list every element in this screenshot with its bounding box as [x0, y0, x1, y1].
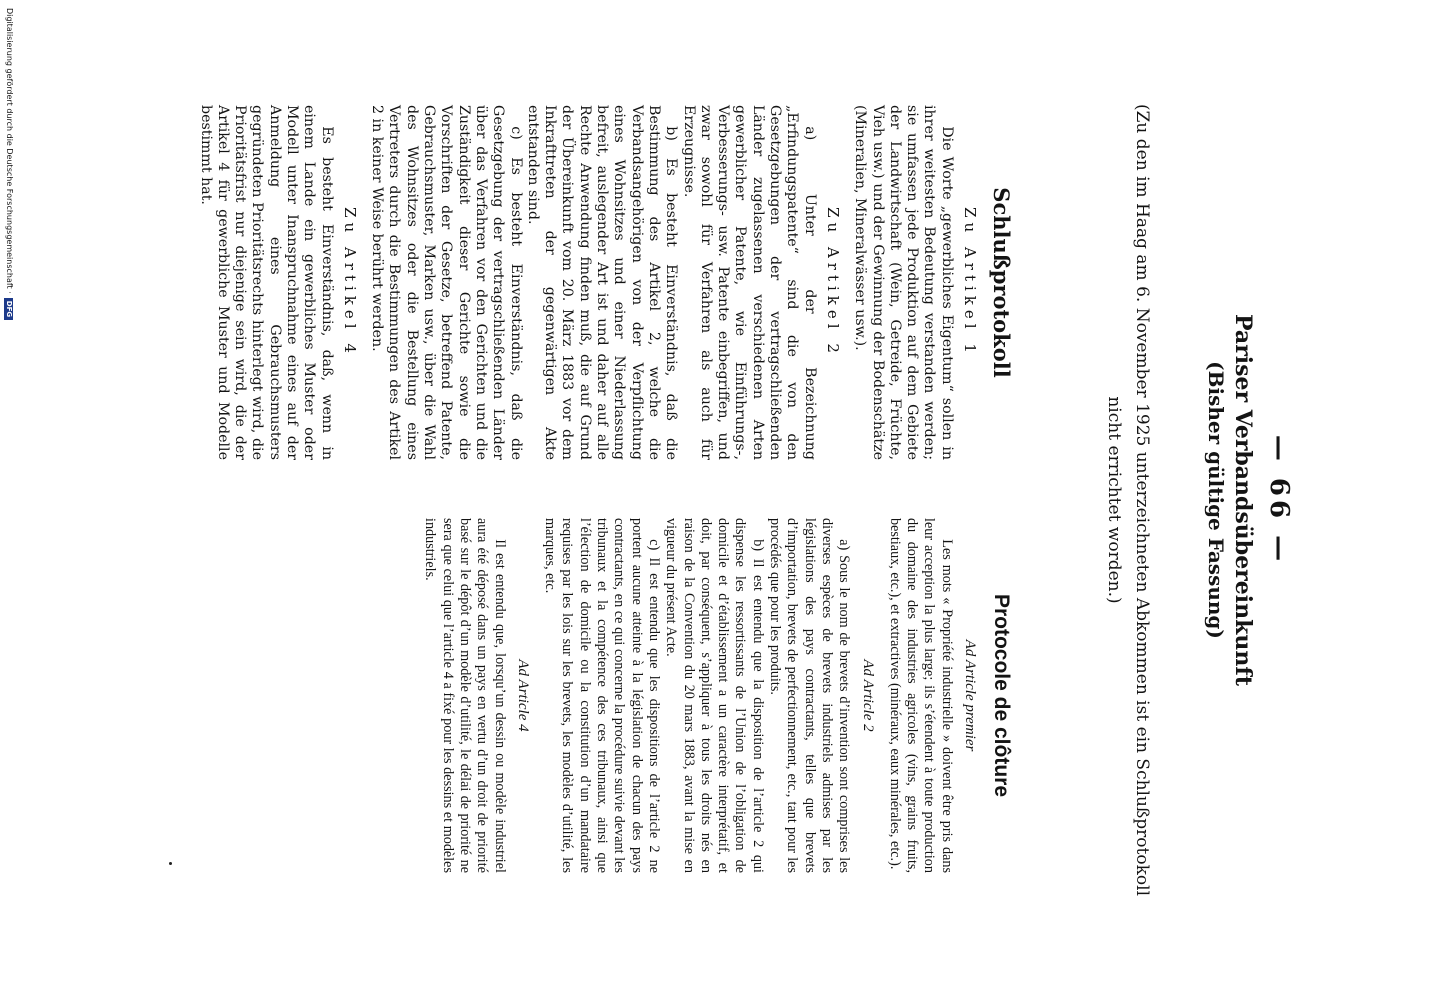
french-heading: Protocole de clôture — [990, 593, 1013, 798]
digitization-credit — [4, 8, 14, 988]
french-art2-c: c) Il est entendu que les dispositions de l’article 2 ne portent aucune atteinte à la législation de chacun des pays contractants, en ce qui concerne la procédure suivie devant les tribunaux et la compétence des ces tribunaux, ainsi que l’élection de domicile ou la constitution d’un mandataire requises par les lois sur les brevets, les modèles d’utilité, les marques, etc. — [542, 518, 662, 873]
intro-line-1: (Zu den im Haag am 6. November 1925 unterzeichneten Abkommen ist ein Schlußprotokoll — [1132, 103, 1152, 897]
page-subtitle: (Bisher gültige Fassung) — [1204, 361, 1228, 639]
french-art1-text: Les mots « Propriété industrielle » doivent être pris dans leur acception la plus large; ils s’étendent à toute production du domaine des industries agricoles (vins, grains fruits, bestiaux, etc.), et extractives (minéraux, eaux minérales, etc.). — [886, 518, 955, 873]
french-art4-heading: Ad Article 4 — [514, 659, 531, 732]
credit-text: Digitalisierung gefördert durch die Deutsche Forschungsgemeinschaft · — [5, 8, 14, 294]
german-art1-heading: Zu Artikel 1 — [961, 207, 979, 358]
french-art2-heading: Ad Article 2 — [859, 659, 876, 732]
german-art4-heading: Zu Artikel 4 — [340, 207, 359, 358]
french-column — [421, 518, 1014, 873]
intro-note — [1100, 80, 1156, 920]
german-art4-text: Es besteht Einverständnis, daß, wenn in einem Lande ein gewerbliches Muster oder Modell unter Inanspruchnahme eines auf der Anmeldung eines Gebrauchsmusters gegründeten Prioritätsrechts hinterlegt wird, die Prioritätsfrist nur diejenige sein wird, die der Artikel 4 für gewerbliche Muster und Modelle bestimmt hat. — [197, 105, 335, 460]
french-art1-heading: Ad Article premier — [962, 639, 978, 752]
scan-speck — [169, 862, 172, 865]
german-art2-a: a) Unter der Bezeichnung „Erfindungspatente“ sind die von den Gesetzgebungen der vertragschließenden Länder zugelassenen verschiedenen Arten gewerblicher Patente, wie Einführungs-, Verbesserungs- usw. Patente einbegriffen, und zwar sowohl für Verfahren als auch für Erzeugnisse. — [680, 105, 818, 460]
page-number: — 66 — — [1264, 434, 1294, 566]
intro-line-2: nicht errichtet worden.) — [1104, 396, 1124, 604]
german-art1-text: Die Worte „gewerbliches Eigentum“ sollen in ihrer weitesten Bedeutung verstanden werden; sie umfassen jede Produktion auf dem Gebiete der Landwirtschaft (Wein, Getreide, Früchte, Vieh usw.) und der Gewinnung der Bodenschätze (Mineralien, Mineralwässer usw.). — [852, 105, 955, 460]
german-heading: Schlußprotokoll — [989, 187, 1014, 378]
german-art2-heading: Zu Artikel 2 — [823, 207, 842, 358]
french-art4-text: Il est entendu que, lorsqu’un dessin ou modèle industriel aura été déposé dans un pays en vertu d’un droit de priorité basé sur le dépôt d’un modèle d’utilité, le délai de priorité ne sera que celui que l’article 4 a fixé pour les dessins et modèles industriels. — [422, 518, 508, 873]
french-art2-a: a) Sous le nom de brevets d’invention sont comprises les diverses espèces de brevets industriels admises par les législations des pays contractants, telles que brevets d’importation, brevets de perfectionnement, etc., tant pour les procédés que pour les produits. — [767, 518, 853, 873]
german-art2-b: b) Es besteht Einverständnis, daß die Bestimmung des Artikel 2, welche die Verbandsangehörigen von der Verpflichtung eines Wohnsitzes und einer Niederlassung befreit, auslegender Art ist und daher auf alle Rechte Anwendung finden muß, die auf Grund der Übereinkunft vom 20. März 1883 vor dem Inkrafttreten der gegenwärtigen Akte entstanden sind. — [524, 105, 680, 460]
dfg-logo: DFG — [5, 298, 14, 320]
running-head — [1204, 0, 1294, 1000]
french-art2-b: b) Il est entendu que la disposition de l’article 2 qui dispense les ressortissants de l’Union de l’obligation de domicile et d’établissement a un caractère interprétatif, et doit, par conséquent, s’appliquer à tous les droits nés en raison de la Convention du 20 mars 1883, avant la mise en vigueur du présent Acte. — [663, 518, 766, 873]
german-art2-c: c) Es besteht Einverständnis, daß die Gesetzgebung der vertragschließenden Länder über das Verfahren vor den Gerichten und die Zuständigkeit dieser Gerichte sowie die Vorschriften der Gesetze, betreffend Patente, Gebrauchsmuster, Marken usw., über die Wahl des Wohnsitzes oder die Bestellung eines Vertreters durch die Bestimmungen des Artikel 2 in keiner Weise berührt werden. — [369, 105, 524, 460]
page-title: Pariser Verbandsübereinkunft — [1230, 313, 1256, 686]
german-column — [196, 105, 1014, 460]
